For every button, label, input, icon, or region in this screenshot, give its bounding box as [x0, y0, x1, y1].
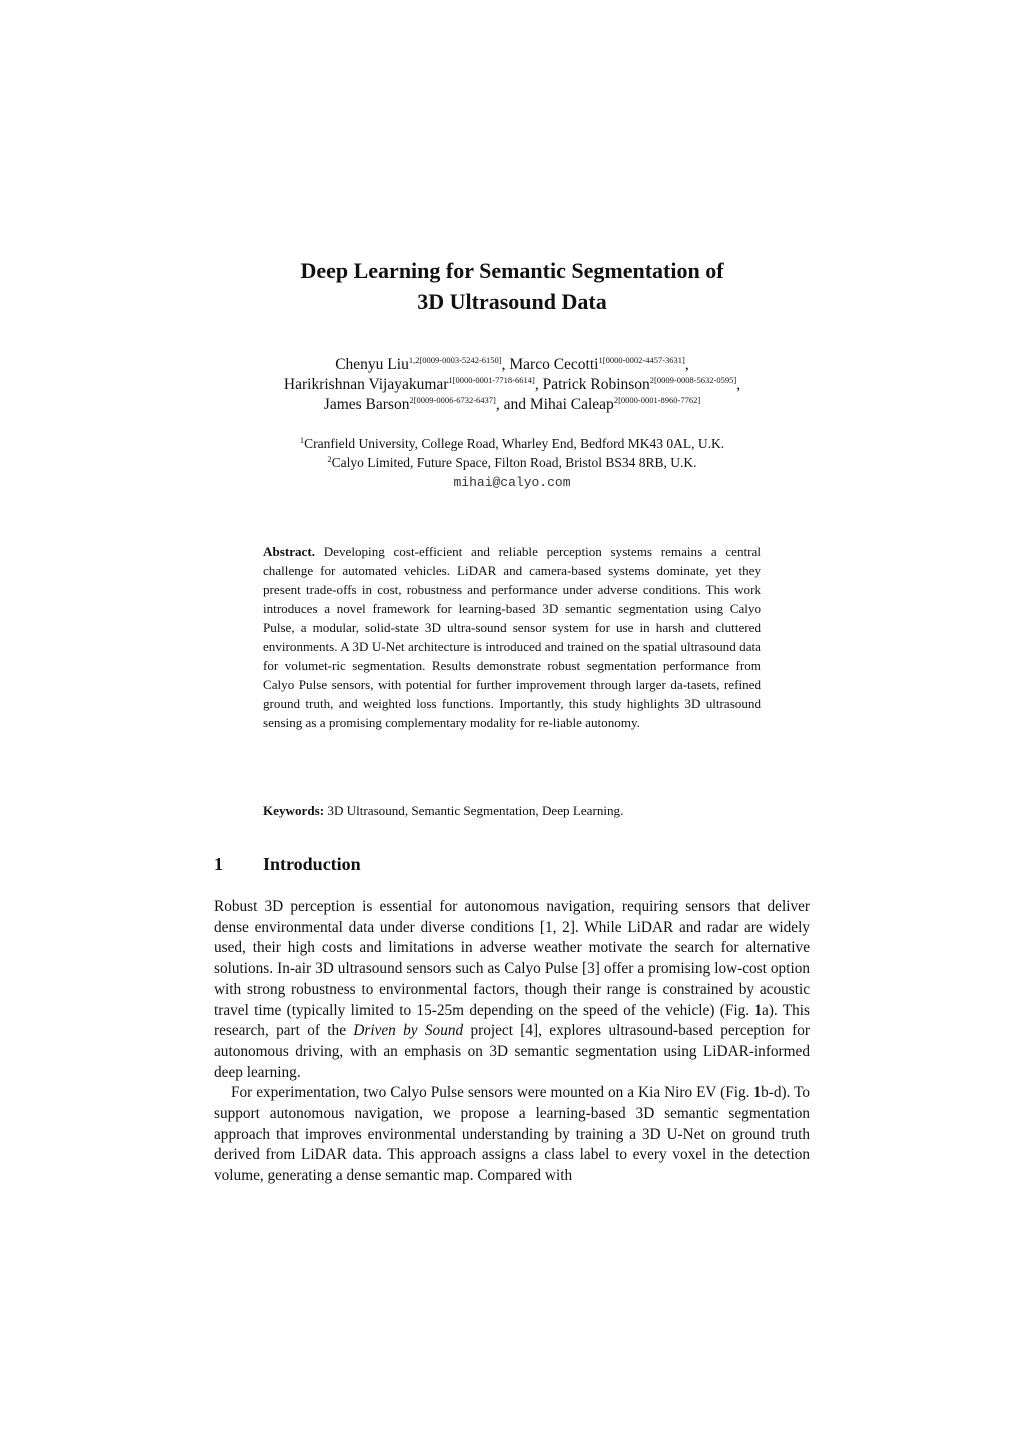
- section-title: Introduction: [263, 854, 361, 874]
- affiliations: [0, 434, 1024, 492]
- author-name: Mihai Caleap: [529, 396, 614, 413]
- author-name: Chenyu Liu: [335, 356, 409, 373]
- author-name: James Barson: [323, 396, 410, 413]
- title-line-2: 3D Ultrasound Data: [417, 289, 607, 314]
- abstract-text: Developing cost-efficient and reliable perception systems remains a central challenge for automated vehicles. LiDAR and camera-based systems dominate, yet they present trade-offs in cost, robustness and performance under adverse conditions. This work introduces a novel framework for learning-based 3D semantic segmentation using Calyo Pulse, a modular, solid-state 3D ultra-sound sensor system for use in harsh and cluttered environments. A 3D U-Net architecture is introduced and trained on the spatial ultrasound data for volumet-ric segmentation. Results demonstrate robust segmentation performance from Calyo Pulse sensors, with potential for further improvement through larger da-tasets, refined ground truth, and weighted loss functions. Importantly, this study highlights 3D ultrasound sensing as a promising complementary modality for re-liable autonomy.: [263, 544, 761, 730]
- affiliation-1: [0, 434, 1024, 453]
- author-separator: ,: [684, 356, 689, 373]
- author-separator: ,: [736, 376, 741, 393]
- abstract-label: Abstract.: [263, 544, 315, 559]
- paragraph-text: a). This research, part of the: [214, 1001, 810, 1040]
- paragraph-text: b-d). To support autonomous navigation, we propose a learning-based 3D semantic segmentation approach that improves environmental understanding by training a 3D U-Net on ground truth derived from LiDAR data. This approach assigns a class label to every voxel in the detection volume, generating a dense semantic map. Compared with: [214, 1084, 810, 1185]
- keywords: [263, 801, 761, 820]
- author-line-3: [0, 395, 1024, 415]
- paragraph-text: Robust 3D perception is essential for autonomous navigation, requiring sensors that deliver dense environmental data under diverse conditions [1, 2]. While LiDAR and radar are widely used, their high costs and limitations in adverse weather motivate the search for alternative solutions. In-air 3D ultrasound sensors such as Calyo Pulse [3] offer a promising low-cost option with strong robustness to environmental factors, though their range is constrained by acoustic travel time (typically limited to 15-25m depending on the speed of the vehicle) (Fig.: [214, 898, 810, 1019]
- author-orcid: 1[0000-0001-7718-6614]: [448, 375, 535, 385]
- paragraph-2: [214, 1083, 810, 1187]
- author-orcid: 2[0000-0001-8960-7762]: [613, 395, 701, 405]
- author-separator: , and: [495, 396, 530, 413]
- section-heading: [214, 852, 361, 876]
- paper-title: [0, 255, 1024, 317]
- author-line-1: [0, 355, 1024, 375]
- author-line-2: [0, 375, 1024, 395]
- affiliation-text: Calyo Limited, Future Space, Filton Road, Bristol BS34 8RB, U.K.: [331, 455, 697, 470]
- affiliation-text: Cranfield University, College Road, Wharley End, Bedford MK43 0AL, U.K.: [304, 436, 725, 451]
- author-name: Harikrishnan Vijayakumar: [283, 376, 449, 393]
- author-orcid: 2[0009-0006-6732-6437]: [409, 395, 496, 405]
- abstract: [263, 542, 761, 732]
- body-text: [214, 897, 810, 1187]
- author-list: [0, 355, 1024, 415]
- paragraph-1: [214, 897, 810, 1083]
- author-name: Patrick Robinson: [542, 376, 650, 393]
- section-number: 1: [214, 854, 223, 874]
- affiliation-number: 1: [299, 435, 305, 445]
- project-name: Driven by Sound: [353, 1022, 464, 1040]
- keywords-label: Keywords:: [263, 803, 325, 818]
- title-line-1: Deep Learning for Semantic Segmentation of: [300, 258, 724, 283]
- affiliation-2: [0, 453, 1024, 472]
- author-separator: ,: [501, 356, 510, 373]
- author-orcid: 2[0009-0008-5632-0595]: [649, 375, 737, 385]
- affiliation-number: 2: [327, 454, 332, 464]
- keywords-text: 3D Ultrasound, Semantic Segmentation, Deep Learning.: [327, 803, 624, 818]
- paragraph-text: For experimentation, two Calyo Pulse sensors were mounted on a Kia Niro EV (Fig.: [231, 1084, 754, 1102]
- figure-reference: 1: [754, 1001, 763, 1019]
- author-orcid: 1[0000-0002-4457-3631]: [598, 355, 685, 365]
- author-name: Marco Cecotti: [509, 356, 599, 373]
- contact-email[interactable]: [0, 472, 1024, 492]
- email-address[interactable]: mihai@calyo.com: [453, 475, 571, 490]
- figure-reference: 1: [753, 1084, 762, 1102]
- author-orcid: 1,2[0009-0003-5242-6150]: [408, 355, 502, 365]
- author-separator: ,: [534, 376, 543, 393]
- paragraph-text: project [4], explores ultrasound-based perception for autonomous driving, with an emphasis on 3D semantic segmentation using LiDAR-informed deep learning.: [214, 1022, 811, 1081]
